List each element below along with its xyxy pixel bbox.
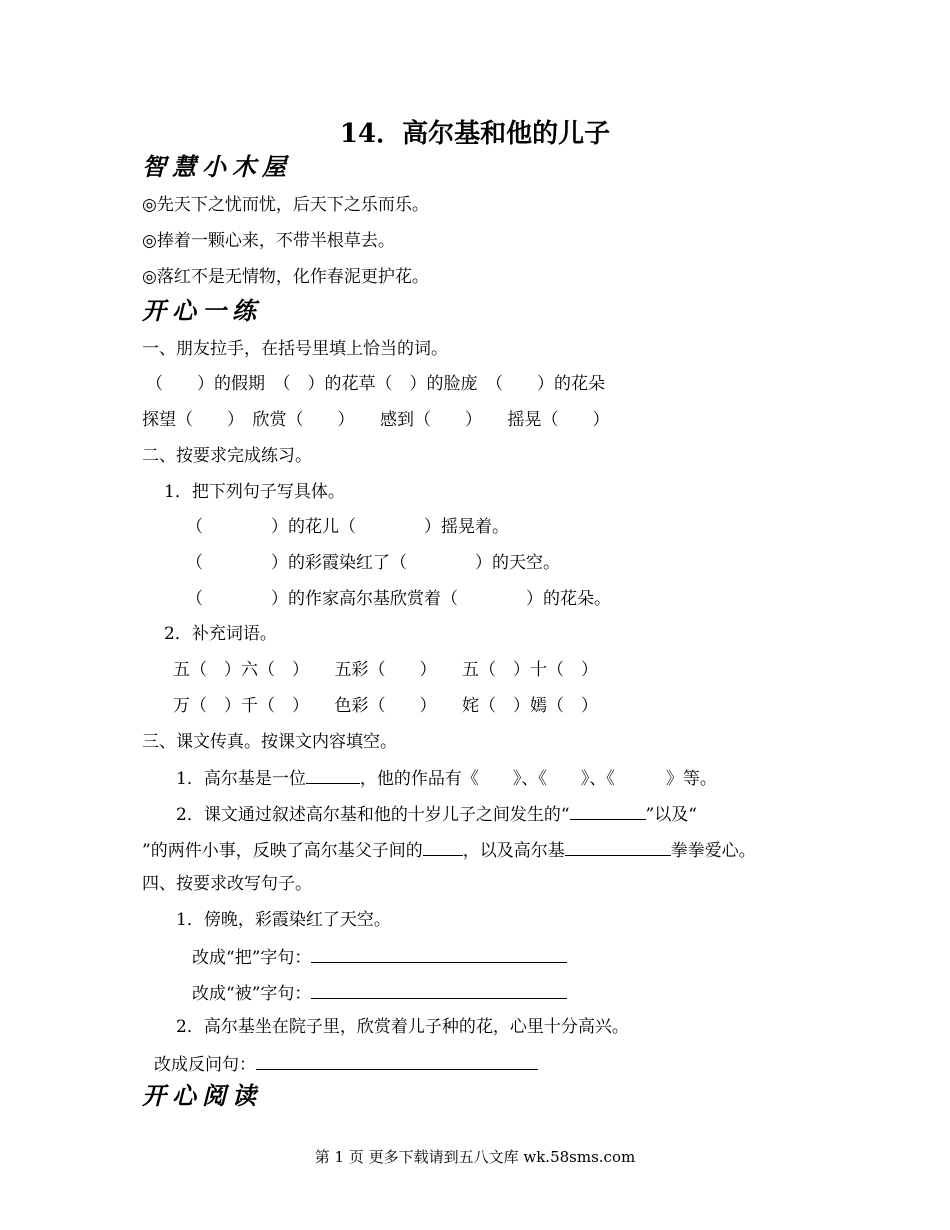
- q2-words-1: 五（ ）六（ ） 五彩（ ） 五（ ）十（ ）: [173, 660, 598, 680]
- q1-heading: 一、朋友拉手，在括号里填上恰当的词。: [142, 339, 448, 359]
- q4-sentence-1: 1．傍晚，彩霞染红了天空。: [176, 910, 391, 930]
- q2-sub-1: 1．把下列句子写具体。: [164, 482, 345, 502]
- q1-row-2: 探望（ ） 欣赏（ ） 感到（ ） 摇晃（ ）: [142, 410, 610, 430]
- q3-line-1-end: ，他的作品有《 》、《 》、《 》等。: [359, 769, 717, 789]
- q4-ba-label: 改成“把”字句：: [192, 948, 312, 968]
- q3-line-3: [142, 837, 756, 863]
- page-footer: 第 1 页 更多下载请到五八文库 wk.58sms.com: [314, 1148, 636, 1166]
- wisdom-line-2: ◎捧着一颗心来，不带半根草去。: [142, 231, 395, 251]
- q3-line-3-end: 拳拳爱心。: [670, 841, 756, 861]
- q3-line-3-start: ”的两件小事，反映了高尔基父子间的: [142, 841, 423, 861]
- q3-line-3-mid: ，以及高尔基: [462, 841, 565, 861]
- q4-sentence-2: 2．高尔基坐在院子里，欣赏着儿子种的花，心里十分高兴。: [176, 1017, 629, 1037]
- page-title: 14．高尔基和他的儿子: [339, 119, 611, 149]
- answer-blank[interactable]: [565, 837, 671, 856]
- q3-line-1: [176, 765, 717, 791]
- answer-blank[interactable]: [306, 765, 360, 784]
- q2-sentence-3: （ ）的作家高尔基欣赏着（ ）的花朵。: [186, 589, 611, 609]
- q2-words-2: 万（ ）千（ ） 色彩（ ） 姹（ ）嫣（ ）: [173, 696, 598, 716]
- q2-heading: 二、按要求完成练习。: [142, 446, 312, 466]
- section-practice: 开心一练: [142, 296, 262, 325]
- q3-line-2: [176, 801, 697, 827]
- answer-blank[interactable]: [256, 1051, 538, 1070]
- q4-ba-line: [192, 944, 567, 970]
- q1-row-1: （ ）的假期 （ ）的花草（ ）的脸庞 （ ）的花朵: [146, 374, 605, 394]
- q3-line-2-start: 2．课文通过叙述高尔基和他的十岁儿子之间发生的“: [176, 805, 570, 825]
- answer-blank[interactable]: [311, 944, 567, 963]
- section-wisdom: 智慧小木屋: [142, 152, 292, 181]
- wisdom-line-1: ◎先天下之忧而忧，后天下之乐而乐。: [142, 195, 429, 215]
- q4-heading: 四、按要求改写句子。: [142, 874, 312, 894]
- q3-heading: 三、课文传真。按课文内容填空。: [142, 732, 397, 752]
- q2-sentence-2: （ ）的彩霞染红了（ ）的天空。: [186, 553, 560, 573]
- q2-sub-2: 2．补充词语。: [164, 624, 277, 644]
- section-reading: 开心阅读: [142, 1081, 262, 1110]
- answer-blank[interactable]: [570, 801, 646, 820]
- q3-line-1-start: 1．高尔基是一位: [176, 769, 306, 789]
- q4-bei-label: 改成“被”字句：: [192, 984, 312, 1004]
- answer-blank[interactable]: [311, 980, 567, 999]
- q4-rhetorical-line: [154, 1051, 538, 1077]
- wisdom-line-3: ◎落红不是无情物，化作春泥更护花。: [142, 267, 429, 287]
- answer-blank[interactable]: [423, 837, 463, 856]
- q3-line-2-end: ”以及“: [645, 805, 697, 825]
- q4-bei-line: [192, 980, 567, 1006]
- q4-rhetorical-label: 改成反问句：: [154, 1055, 256, 1075]
- q2-sentence-1: （ ）的花儿（ ）摇晃着。: [186, 517, 509, 537]
